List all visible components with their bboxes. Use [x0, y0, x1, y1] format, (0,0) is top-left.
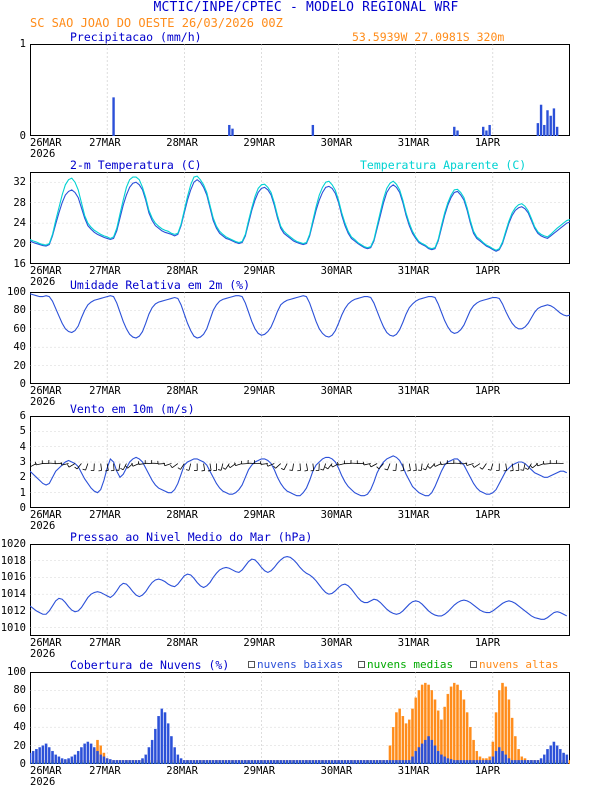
x-tick-label: 26MAR [30, 509, 62, 521]
y-tick-label: 16 [13, 258, 26, 270]
x-tick-label: 1APR [474, 265, 501, 277]
y-tick-label: 1 [19, 38, 26, 50]
x-tick-label: 30MAR [320, 265, 353, 277]
y-tick-label: 0 [19, 378, 26, 390]
legend-clouds-high: nuvens altas [470, 658, 558, 671]
y-tick-label: 0 [19, 502, 26, 514]
x-tick-label: 1APR [474, 137, 501, 149]
x-tick-label: 26MAR [30, 137, 62, 149]
x-tick-label: 27MAR [89, 509, 121, 521]
x-tick-label: 26MAR [30, 765, 62, 777]
x-tick-label: 29MAR [243, 137, 276, 149]
legend-apparent-temperature: Temperatura Aparente (C) [360, 158, 527, 172]
x-axis-year: 2026 [30, 396, 56, 408]
y-tick-label: 6 [19, 410, 26, 422]
x-tick-label: 27MAR [89, 765, 121, 777]
y-tick-label: 2 [19, 471, 26, 484]
x-tick-label: 28MAR [166, 265, 198, 277]
y-tick-label: 100 [7, 666, 26, 678]
x-tick-label: 26MAR [30, 265, 62, 277]
station-label: SC SAO JOAO DO OESTE 26/03/2026 00Z [30, 16, 283, 30]
x-tick-label: 27MAR [89, 137, 121, 149]
x-tick-label: 29MAR [243, 637, 276, 649]
y-tick-label: 20 [13, 237, 26, 250]
x-tick-label: 30MAR [320, 137, 353, 149]
chart-panel-3 [19, 402, 570, 532]
y-tick-label: 32 [13, 176, 26, 189]
x-tick-label: 27MAR [89, 637, 121, 649]
x-tick-label: 29MAR [243, 509, 276, 521]
x-tick-label: 1APR [474, 637, 501, 649]
x-tick-label: 28MAR [166, 765, 198, 777]
x-tick-label: 31MAR [397, 265, 430, 277]
x-tick-label: 31MAR [397, 637, 430, 649]
y-tick-label: 1016 [0, 571, 26, 584]
x-tick-label: 1APR [474, 765, 501, 777]
y-tick-label: 1010 [0, 621, 26, 634]
model-title: MCTIC/INPE/CPTEC - MODELO REGIONAL WRF [153, 0, 459, 15]
y-tick-label: 80 [13, 304, 26, 317]
y-tick-label: 40 [13, 341, 26, 354]
x-tick-label: 31MAR [397, 137, 430, 149]
y-tick-label: 20 [13, 739, 26, 752]
x-tick-label: 1APR [474, 385, 501, 397]
x-tick-label: 28MAR [166, 385, 198, 397]
coordinates-label: 53.5939W 27.0981S 320m [352, 30, 505, 44]
x-tick-label: 26MAR [30, 637, 62, 649]
x-tick-label: 29MAR [243, 765, 276, 777]
y-tick-label: 1018 [0, 554, 26, 567]
chart-panel-5 [7, 658, 570, 788]
chart-panel-2 [7, 278, 570, 408]
panel-title: Precipitacao (mm/h) [70, 30, 202, 44]
y-tick-label: 80 [13, 684, 26, 697]
x-tick-label: 31MAR [397, 509, 430, 521]
y-tick-label: 24 [13, 217, 26, 230]
y-tick-label: 3 [19, 456, 26, 468]
x-tick-label: 31MAR [397, 385, 430, 397]
x-tick-label: 29MAR [243, 265, 276, 277]
x-tick-label: 30MAR [320, 637, 353, 649]
y-tick-label: 4 [19, 440, 26, 453]
legend-clouds-mid: nuvens medias [358, 658, 453, 671]
y-tick-label: 1014 [0, 588, 26, 601]
x-axis-year: 2026 [30, 148, 56, 160]
y-tick-label: 1020 [0, 538, 26, 550]
x-tick-label: 28MAR [166, 509, 198, 521]
x-tick-label: 29MAR [243, 385, 276, 397]
x-axis-year: 2026 [30, 520, 56, 532]
x-tick-label: 1APR [474, 509, 501, 521]
x-tick-label: 27MAR [89, 385, 121, 397]
x-tick-label: 30MAR [320, 765, 353, 777]
y-tick-label: 20 [13, 359, 26, 372]
chart-panel-4 [0, 530, 570, 660]
x-tick-label: 30MAR [320, 509, 353, 521]
x-tick-label: 26MAR [30, 385, 62, 397]
y-tick-label: 5 [19, 425, 26, 438]
panel-title: Pressao ao Nivel Medio do Mar (hPa) [70, 530, 313, 544]
y-tick-label: 28 [13, 196, 26, 209]
x-axis-year: 2026 [30, 776, 56, 788]
y-tick-label: 40 [13, 721, 26, 734]
x-tick-label: 28MAR [166, 637, 198, 649]
x-axis-year: 2026 [30, 276, 56, 288]
panel-title: Umidade Relativa em 2m (%) [70, 278, 251, 292]
y-tick-label: 100 [7, 286, 26, 298]
panel-title: 2-m Temperatura (C) [70, 158, 202, 172]
x-tick-label: 28MAR [166, 137, 198, 149]
x-tick-label: 31MAR [397, 765, 430, 777]
chart-header [0, 0, 612, 15]
y-tick-label: 60 [13, 702, 26, 715]
y-tick-label: 1012 [0, 604, 26, 617]
x-axis-year: 2026 [30, 648, 56, 660]
y-tick-label: 60 [13, 322, 26, 335]
legend-clouds-low: nuvens baixas [248, 658, 343, 671]
y-tick-label: 0 [19, 758, 26, 770]
panel-title: Vento em 10m (m/s) [70, 402, 195, 416]
x-tick-label: 27MAR [89, 265, 121, 277]
panel-title: Cobertura de Nuvens (%) [70, 658, 230, 672]
y-tick-label: 0 [19, 130, 26, 142]
y-tick-label: 1 [19, 486, 26, 499]
x-tick-label: 30MAR [320, 385, 353, 397]
